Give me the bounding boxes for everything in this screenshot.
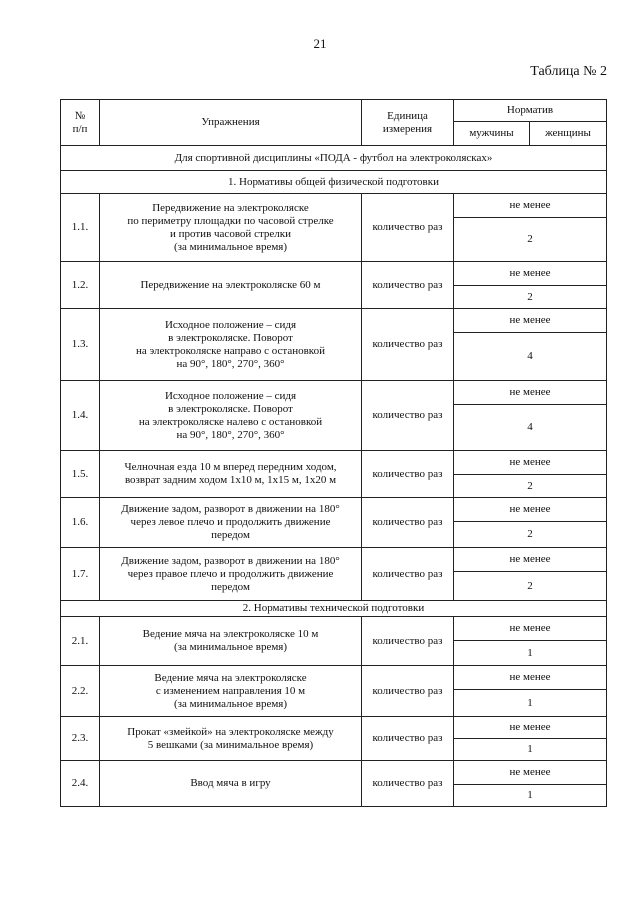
exercise-name: Челночная езда 10 м вперед передним ходом, возврат задним ходом 1х10 м, 1х15 м, 1х20 м xyxy=(100,451,362,498)
page-number: 21 xyxy=(313,36,327,51)
table-label: Таблица № 2 xyxy=(530,64,607,79)
exercise-number: 1.4. xyxy=(61,381,100,451)
section-1-title: 1. Нормативы общей физической подготовки xyxy=(61,171,607,194)
norm-value: 4 xyxy=(454,405,607,451)
exercise-name: Ведение мяча на электроколяске с изменением направления 10 м (за минимальное время) xyxy=(100,666,362,717)
exercise-name: Движение задом, разворот в движении на 180° через левое плечо и продолжить движение передом xyxy=(100,498,362,548)
exercise-unit: количество раз xyxy=(362,761,454,807)
exercise-number: 1.5. xyxy=(61,451,100,498)
exercise-number: 2.1. xyxy=(61,617,100,666)
exercise-number: 1.1. xyxy=(61,194,100,262)
exercise-row xyxy=(61,548,607,572)
norm-value: 1 xyxy=(454,739,607,761)
exercise-row xyxy=(61,309,607,333)
exercise-unit: количество раз xyxy=(362,194,454,262)
norm-value: 2 xyxy=(454,572,607,601)
section-2-title: 2. Нормативы технической подготовки xyxy=(61,601,607,617)
norm-value: 2 xyxy=(454,218,607,262)
exercise-unit: количество раз xyxy=(362,262,454,309)
exercise-row xyxy=(61,381,607,405)
exercise-name: Исходное положение – сидя в электроколяске. Поворот на электроколяске налево с остановкой на 90°, 180°, 270°, 360° xyxy=(100,381,362,451)
group-1-body xyxy=(61,194,607,601)
exercise-unit: количество раз xyxy=(362,381,454,451)
norm-value: 1 xyxy=(454,785,607,807)
norm-condition: не менее xyxy=(454,717,607,739)
norm-condition: не менее xyxy=(454,498,607,522)
header-men: мужчины xyxy=(454,122,530,146)
exercise-name: Прокат «змейкой» на электроколяске между 5 вешками (за минимальное время) xyxy=(100,717,362,761)
exercise-number: 1.6. xyxy=(61,498,100,548)
norm-condition: не менее xyxy=(454,451,607,475)
exercise-row xyxy=(61,194,607,218)
exercise-unit: количество раз xyxy=(362,309,454,381)
exercise-unit: количество раз xyxy=(362,617,454,666)
norm-condition: не менее xyxy=(454,262,607,286)
norm-value: 1 xyxy=(454,641,607,666)
norm-value: 2 xyxy=(454,522,607,548)
norm-condition: не менее xyxy=(454,381,607,405)
norm-condition: не менее xyxy=(454,617,607,641)
exercise-number: 2.2. xyxy=(61,666,100,717)
exercise-row xyxy=(61,617,607,641)
norm-value: 1 xyxy=(454,690,607,717)
norms-table xyxy=(60,99,607,807)
exercise-unit: количество раз xyxy=(362,451,454,498)
header-norm: Норматив xyxy=(454,100,607,122)
exercise-number: 1.3. xyxy=(61,309,100,381)
section-row xyxy=(61,601,607,617)
exercise-name: Исходное положение – сидя в электроколяске. Поворот на электроколяске направо с остановкой на 90°, 180°, 270°, 360° xyxy=(100,309,362,381)
norm-value: 4 xyxy=(454,333,607,381)
section-row xyxy=(61,171,607,194)
norm-value: 2 xyxy=(454,286,607,309)
exercise-row xyxy=(61,498,607,522)
norm-condition: не менее xyxy=(454,666,607,690)
exercise-unit: количество раз xyxy=(362,498,454,548)
exercise-number: 2.4. xyxy=(61,761,100,807)
norm-condition: не менее xyxy=(454,761,607,785)
discipline-title: Для спортивной дисциплины «ПОДА - футбол на электроколясках» xyxy=(61,146,607,171)
header-unit-text: Единица измерения xyxy=(382,109,433,135)
exercise-unit: количество раз xyxy=(362,666,454,717)
norm-condition: не менее xyxy=(454,548,607,572)
header-women: женщины xyxy=(530,122,607,146)
exercise-name: Движение задом, разворот в движении на 180° через правое плечо и продолжить движение передом xyxy=(100,548,362,601)
norm-condition: не менее xyxy=(454,194,607,218)
norm-condition: не менее xyxy=(454,309,607,333)
header-unit xyxy=(362,100,454,146)
exercise-row xyxy=(61,262,607,286)
exercise-name: Передвижение на электроколяске 60 м xyxy=(100,262,362,309)
discipline-row xyxy=(61,146,607,171)
exercise-name: Ввод мяча в игру xyxy=(100,761,362,807)
header-row xyxy=(61,100,607,122)
exercise-row xyxy=(61,717,607,739)
header-num-text: № п/п xyxy=(72,109,88,135)
exercise-name: Передвижение на электроколяске по периметру площадки по часовой стрелке и против часовой стрелки (за минимальное время) xyxy=(100,194,362,262)
exercise-unit: количество раз xyxy=(362,548,454,601)
exercise-row xyxy=(61,666,607,690)
exercise-number: 1.2. xyxy=(61,262,100,309)
header-num xyxy=(61,100,100,146)
exercise-row xyxy=(61,761,607,785)
group-2-body xyxy=(61,617,607,807)
norm-value: 2 xyxy=(454,475,607,498)
exercise-number: 1.7. xyxy=(61,548,100,601)
exercise-row xyxy=(61,451,607,475)
exercise-unit: количество раз xyxy=(362,717,454,761)
header-exercises: Упражнения xyxy=(100,100,362,146)
exercise-number: 2.3. xyxy=(61,717,100,761)
exercise-name: Ведение мяча на электроколяске 10 м (за минимальное время) xyxy=(100,617,362,666)
